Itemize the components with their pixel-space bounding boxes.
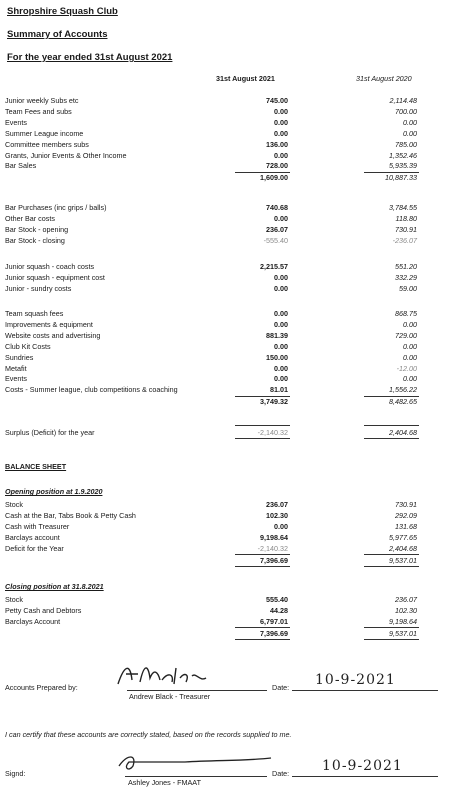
bar-row-label: Bar Stock - opening (5, 224, 69, 234)
accountant-signature (115, 752, 275, 774)
bar-row-2020-value: 118.80 (395, 213, 417, 223)
income-row-2020-value: 1,352.46 (389, 150, 417, 160)
closing-row-2021-value: 6,797.01 (260, 616, 288, 626)
cost-row-label: Team squash fees (5, 309, 64, 318)
cost-row-2020-value: 0.00 (403, 352, 417, 362)
rule-line (235, 566, 290, 567)
income-row-label: Grants, Junior Events & Other Income (5, 150, 127, 160)
document-title: Summary of Accounts (7, 29, 108, 40)
bar-row-2021-value: 740.68 (266, 203, 288, 212)
income-row-label: Junior weekly Subs etc (5, 96, 79, 105)
cost-row-2020-value: 868.75 (395, 309, 417, 318)
opening-row-label: Deficit for the Year (5, 543, 64, 553)
income-row-2020-value: 700.00 (395, 106, 417, 116)
income-row-2021-value: 0.00 (274, 117, 288, 127)
cost-row-2021-value: 0.00 (274, 319, 288, 329)
surplus-2020-value: 2,404.68 (389, 428, 417, 437)
closing-position-title: Closing position at 31.8.2021 (5, 582, 104, 591)
treasurer-signature (110, 660, 240, 690)
closing-row-2020-value: 102.30 (395, 605, 417, 615)
prepared-date-label: Date: (272, 683, 290, 692)
bar-row-label: Bar Stock - closing (5, 235, 65, 245)
junior-row-2020-value: 332.29 (395, 272, 417, 282)
junior-row-label: Junior squash - coach costs (5, 262, 95, 271)
junior-row-2021-value: 0.00 (274, 272, 288, 282)
junior-row-2021-value: 2,215.57 (260, 262, 288, 271)
rule-line (235, 639, 290, 640)
closing-row-2020-value: 236.07 (395, 595, 417, 604)
bar-row-label: Bar Purchases (inc grips / balls) (5, 203, 107, 212)
column-header-2021: 31st August 2021 (216, 74, 275, 83)
income-row-2020-value: 0.00 (403, 128, 417, 138)
bar-row-2020-value: -236.07 (392, 235, 417, 245)
opening-row-label: Barclays account (5, 532, 60, 542)
closing-row-2020-value: 9,198.64 (389, 616, 417, 626)
bar-row-2021-value: 236.07 (266, 224, 288, 234)
opening-row-2021-value: 236.07 (266, 500, 288, 509)
prepared-date-handwritten: 10-9-2021 (315, 672, 396, 688)
cost-row-2020-value: 1,556.22 (389, 385, 417, 395)
closing-total-2020: 9,537.01 (389, 628, 417, 638)
opening-total-2020: 9,537.01 (389, 555, 417, 565)
bar-row-2020-value: 730.91 (395, 224, 417, 234)
opening-row-2021-value: 9,198.64 (260, 532, 288, 542)
surplus-2021-value: -2,140.32 (257, 428, 288, 437)
income-row-2021-value: 0.00 (274, 150, 288, 160)
income-row-2020-value: 785.00 (395, 139, 417, 149)
certification-statement: I can certify that these accounts are correctly stated, based on the records supplied to me. (5, 730, 292, 739)
cost-row-2021-value: 0.00 (274, 374, 288, 384)
cost-row-2021-value: 881.39 (266, 330, 288, 340)
costs-total-2020: 8,482.65 (389, 397, 417, 407)
income-row-2020-value: 2,114.48 (389, 96, 417, 105)
income-row-label: Committee members subs (5, 139, 89, 149)
cost-row-2021-value: 0.00 (274, 341, 288, 351)
income-total-2020: 10,887.33 (385, 173, 417, 183)
closing-row-label: Petty Cash and Debtors (5, 605, 82, 615)
junior-row-label: Junior - sundry costs (5, 283, 72, 293)
rule-line (364, 438, 419, 439)
signed-date-handwritten: 10-9-2021 (322, 758, 403, 774)
junior-row-2020-value: 551.20 (395, 262, 417, 271)
surplus-label: Surplus (Deficit) for the year (5, 428, 95, 437)
opening-row-2020-value: 730.91 (395, 500, 417, 509)
closing-row-2021-value: 44.28 (270, 605, 288, 615)
income-row-2021-value: 136.00 (266, 139, 288, 149)
closing-row-label: Barclays Account (5, 616, 61, 626)
cost-row-2021-value: 0.00 (274, 309, 288, 318)
bar-row-label: Other Bar costs (5, 213, 55, 223)
opening-row-2020-value: 5,977.65 (389, 532, 417, 542)
opening-row-2020-value: 2,404.68 (389, 543, 417, 553)
signed-label: Signd: (5, 769, 26, 778)
rule-line (364, 639, 419, 640)
closing-row-label: Stock (5, 595, 23, 604)
cost-row-label: Sundries (5, 352, 34, 362)
rule-line (364, 425, 419, 426)
rule-line (235, 438, 290, 439)
opening-total-2021: 7,396.69 (260, 555, 288, 565)
cost-row-2021-value: 0.00 (274, 363, 288, 373)
income-row-2021-value: 745.00 (266, 96, 288, 105)
opening-row-2020-value: 292.09 (395, 510, 417, 520)
signed-date-label: Date: (272, 769, 290, 778)
cost-row-label: Events (5, 374, 27, 384)
period-title: For the year ended 31st August 2021 (7, 52, 173, 63)
bar-row-2021-value: -555.40 (263, 235, 288, 245)
club-name: Shropshire Squash Club (7, 6, 118, 17)
opening-row-label: Cash at the Bar, Tabs Book & Petty Cash (5, 510, 136, 520)
prepared-by-label: Accounts Prepared by: (5, 683, 78, 692)
treasurer-name: Andrew Black - Treasurer (129, 692, 211, 701)
cost-row-label: Costs - Summer league, club competitions & coaching (5, 385, 178, 395)
opening-row-label: Stock (5, 500, 23, 509)
cost-row-2020-value: 0.00 (403, 319, 417, 329)
income-row-2020-value: 5,935.39 (389, 161, 417, 171)
cost-row-label: Club Kit Costs (5, 341, 51, 351)
junior-row-2021-value: 0.00 (274, 283, 288, 293)
income-row-label: Summer League income (5, 128, 84, 138)
opening-row-2021-value: -2,140.32 (257, 543, 288, 553)
balance-sheet-title: BALANCE SHEET (5, 462, 67, 471)
cost-row-2021-value: 150.00 (266, 352, 288, 362)
junior-row-2020-value: 59.00 (399, 283, 417, 293)
income-row-2021-value: 728.00 (266, 161, 288, 171)
column-header-2020: 31st August 2020 (356, 74, 412, 83)
bar-row-2020-value: 3,784.55 (389, 203, 417, 212)
cost-row-label: Improvements & equipment (5, 319, 93, 329)
accountant-name: Ashley Jones - FMAAT (128, 778, 201, 787)
rule-line (364, 566, 419, 567)
income-row-label: Events (5, 117, 27, 127)
cost-row-2021-value: 81.01 (270, 385, 288, 395)
opening-row-2020-value: 131.68 (395, 521, 417, 531)
opening-row-2021-value: 102.30 (266, 510, 288, 520)
cost-row-2020-value: 0.00 (403, 341, 417, 351)
income-row-2020-value: 0.00 (403, 117, 417, 127)
opening-position-title: Opening position at 1.9.2020 (5, 487, 103, 496)
income-row-label: Bar Sales (5, 161, 37, 171)
cost-row-2020-value: 729.00 (395, 330, 417, 340)
cost-row-2020-value: -12.00 (396, 363, 417, 373)
rule-line (235, 425, 290, 426)
closing-total-2021: 7,396.69 (260, 628, 288, 638)
income-row-2021-value: 0.00 (274, 106, 288, 116)
closing-row-2021-value: 555.40 (266, 595, 288, 604)
income-row-label: Team Fees and subs (5, 106, 72, 116)
opening-row-2021-value: 0.00 (274, 521, 288, 531)
income-total-2021: 1,609.00 (260, 173, 288, 183)
junior-row-label: Junior squash - equipment cost (5, 272, 105, 282)
cost-row-2020-value: 0.00 (403, 374, 417, 384)
cost-row-label: Metafit (5, 363, 27, 373)
opening-row-label: Cash with Treasurer (5, 521, 70, 531)
income-row-2021-value: 0.00 (274, 128, 288, 138)
costs-total-2021: 3,749.32 (260, 397, 288, 407)
cost-row-label: Website costs and advertising (5, 330, 101, 340)
bar-row-2021-value: 0.00 (274, 213, 288, 223)
